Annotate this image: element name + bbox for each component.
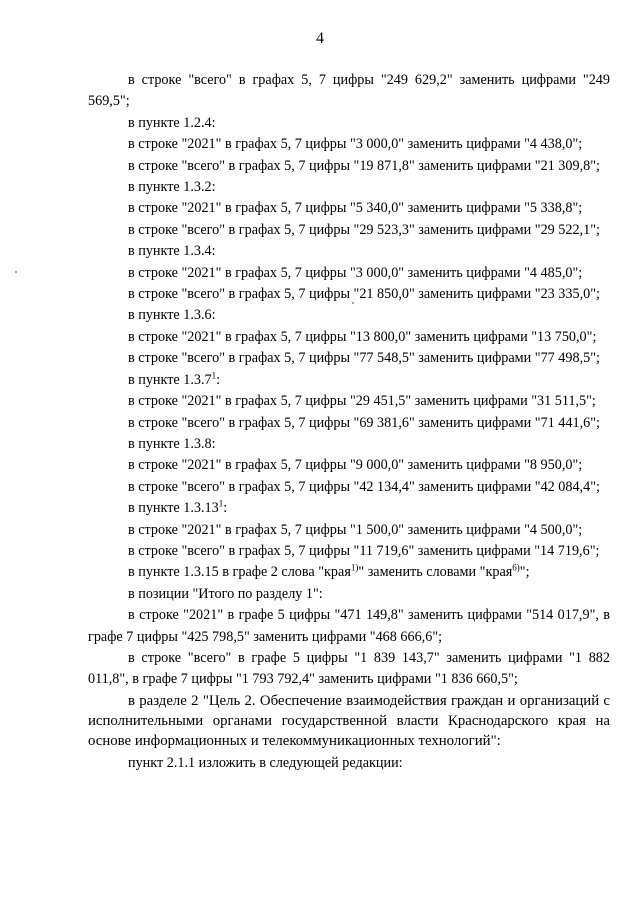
paragraph: в строке "2021" в графах 5, 7 цифры "9 000,0" заменить цифрами "8 950,0"; [128, 457, 583, 474]
paragraph-text: в пункте 1.3.13 [128, 500, 219, 517]
paragraph: в строке "всего" в графах 5, 7 цифры "19 871,8" заменить цифрами "21 309,8"; [128, 157, 600, 174]
paragraph: в строке "2021" в графах 5, 7 цифры "29 451,5" заменить цифрами "31 511,5"; [128, 393, 596, 410]
scan-speck [352, 302, 354, 304]
paragraph: в строке "2021" в графах 5, 7 цифры "13 800,0" заменить цифрами "13 750,0"; [128, 328, 597, 345]
document-body [88, 70, 610, 774]
paragraph: в строке "всего" в графе 5 цифры "1 839 143,7" заменить цифрами "1 882 011,8", в графе 7 цифры "1 793 792,4" заменить цифрами "1 836 660,5"; [88, 649, 610, 688]
scan-speck [15, 271, 17, 273]
paragraph [88, 498, 610, 519]
paragraph-text: в пункте 1.3.7 [128, 371, 212, 388]
paragraph: в пункте 1.3.4: [128, 243, 216, 260]
paragraph: в строке "всего" в графах 5, 7 цифры "29 523,3" заменить цифрами "29 522,1"; [128, 221, 600, 238]
paragraph: в строке "всего" в графах 5, 7 цифры "249 629,2" заменить цифрами "249 569,5"; [88, 72, 610, 110]
paragraph: в пункте 1.3.2: [128, 179, 216, 196]
paragraph [88, 562, 610, 583]
paragraph: в строке "2021" в графах 5, 7 цифры "3 000,0" заменить цифрами "4 438,0"; [128, 136, 583, 153]
paragraph: в пункте 1.2.4: [128, 114, 216, 131]
paragraph-text: " заменить словами "края [358, 564, 513, 581]
paragraph: в строке "всего" в графах 5, 7 цифры "11 719,6" заменить цифрами "14 719,6"; [128, 542, 600, 559]
paragraph-text: : [216, 371, 221, 388]
paragraph: пункт 2.1.1 изложить в следующей редакции: [128, 754, 403, 771]
paragraph: в строке "всего" в графах 5, 7 цифры "77 548,5" заменить цифрами "77 498,5"; [128, 350, 600, 367]
paragraph: в пункте 1.3.6: [128, 307, 216, 324]
paragraph-text: "; [519, 564, 530, 581]
paragraph: в позиции "Итого по разделу 1": [128, 585, 323, 602]
paragraph: в строке "2021" в графах 5, 7 цифры "3 000,0" заменить цифрами "4 485,0"; [128, 264, 583, 281]
paragraph: в строке "всего" в графах 5, 7 цифры "42 134,4" заменить цифрами "42 084,4"; [128, 478, 600, 495]
paragraph: в пункте 1.3.8: [128, 435, 216, 452]
paragraph: в строке "2021" в графе 5 цифры "471 149,8" заменить цифрами "514 017,9", в графе 7 цифры "425 798,5" заменить цифрами "468 666,6"; [88, 607, 610, 645]
paragraph: в строке "2021" в графах 5, 7 цифры "5 340,0" заменить цифрами "5 338,8"; [128, 200, 583, 217]
paragraph: в строке "всего" в графах 5, 7 цифры "21 850,0" заменить цифрами "23 335,0"; [128, 286, 600, 303]
paragraph [88, 370, 610, 391]
superscript: 1 [218, 498, 224, 509]
paragraph-text: : [223, 500, 228, 517]
paragraph: в разделе 2 "Цель 2. Обеспечение взаимодействия граждан и организаций с исполнительными органами государственной власти Краснодарского края на основе информационных и телекоммуникационных технологий": [88, 692, 610, 749]
page-number: 4 [316, 30, 324, 47]
superscript: 6) [512, 562, 520, 573]
paragraph: в строке "2021" в графах 5, 7 цифры "1 500,0" заменить цифрами "4 500,0"; [128, 521, 583, 538]
paragraph-text: в пункте 1.3.15 в графе 2 слова "края [128, 564, 351, 581]
superscript: 1 [211, 369, 217, 380]
paragraph: в строке "всего" в графах 5, 7 цифры "69 381,6" заменить цифрами "71 441,6"; [128, 414, 600, 431]
superscript: 1) [350, 562, 359, 573]
